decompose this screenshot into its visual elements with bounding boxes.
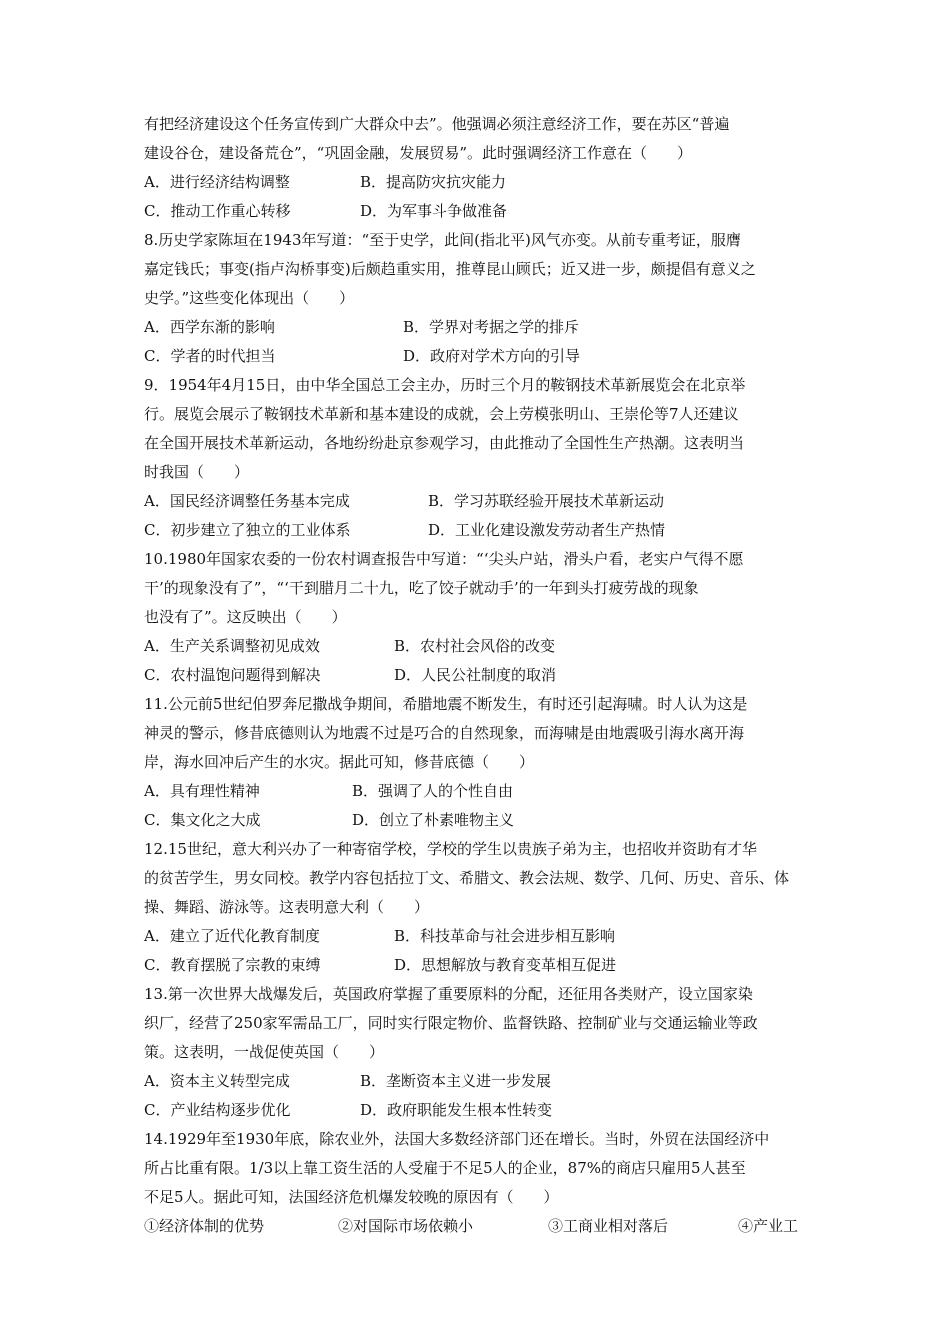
question-text-line: 岸，海水回冲后产生的水灾。据此可知，修昔底德（ ） [144,753,535,771]
option-d: D．人民公社制度的取消 [394,666,557,684]
question-text-line: 不足5人。据此可知，法国经济危机爆发较晚的原因有（ ） [144,1188,559,1206]
statement-4: ④产业工 [738,1217,799,1235]
option-c: C．产业结构逐步优化 [144,1101,291,1119]
option-c: C．教育摆脱了宗教的束缚 [144,956,321,974]
statement-1: ①经济体制的优势 [144,1217,265,1235]
question-text-line: 10.1980年国家农委的一份农村调查报告中写道：“‘尖头户站，滑头户看，老实户气得不愿 [144,550,744,568]
question-text-line: 操、舞蹈、游泳等。这表明意大利（ ） [144,898,430,916]
option-c: C．推动工作重心转移 [144,202,291,220]
option-a: A．具有理性精神 [144,782,260,800]
question-text-line: 12.15世纪，意大利兴办了一种寄宿学校，学校的学生以贵族子弟为主，也招收并资助有才华 [144,840,757,858]
option-b: B．垄断资本主义进一步发展 [360,1072,552,1090]
question-text-line: 也没有了”。这反映出（ ） [144,608,347,626]
option-a: A．建立了近代化教育制度 [144,927,320,945]
option-b: B．学习苏联经验开展技术革新运动 [428,492,665,510]
option-b: B．学界对考据之学的排斥 [403,318,580,336]
option-c: C．学者的时代担当 [144,347,276,365]
question-text-line: 有把经济建设这个任务宣传到广大群众中去”。他强调必须注意经济工作，要在苏区“普遍 [144,115,730,133]
option-d: D．政府职能发生根本性转变 [360,1101,553,1119]
question-text-line: 11.公元前5世纪伯罗奔尼撒战争期间，希腊地震不断发生，有时还引起海啸。时人认为这是 [144,695,748,713]
option-b: B．强调了人的个性自由 [352,782,514,800]
option-d: D．为军事斗争做准备 [360,202,508,220]
question-text-line: 时我国（ ） [144,463,250,481]
question-text-line: 在全国开展技术革新运动，各地纷纷赴京参观学习，由此推动了全国性生产热潮。这表明当 [144,434,745,452]
option-c: C．农村温饱问题得到解决 [144,666,321,684]
option-b: B．农村社会风俗的改变 [394,637,556,655]
question-text-line: 行。展览会展示了鞍钢技术革新和基本建设的成就，会上劳模张明山、王崇伦等7人还建议 [144,405,739,423]
option-c: C．集文化之大成 [144,811,261,829]
option-d: D．思想解放与教育变革相互促进 [394,956,617,974]
option-a: A．进行经济结构调整 [144,173,290,191]
question-text-line: 13.第一次世界大战爆发后，英国政府掌握了重要原料的分配，还征用各类财产，设立国家染 [144,985,753,1003]
option-b: B．提高防灾抗灾能力 [360,173,507,191]
option-a: A．西学东渐的影响 [144,318,275,336]
question-text-line: 14.1929年至1930年底，除农业外，法国大多数经济部门还在增长。当时，外贸在法国经济中 [144,1130,770,1148]
question-text-line: 建设谷仓，建设备荒仓”，“巩固金融，发展贸易”。此时强调经济工作意在（ ） [144,144,693,162]
option-b: B．科技革命与社会进步相互影响 [394,927,616,945]
option-d: D．政府对学术方向的引导 [403,347,581,365]
question-text-line: 所占比重有限。1/3以上靠工资生活的人受雇于不足5人的企业，87%的商店只雇用5人甚至 [144,1159,746,1177]
statement-2: ②对国际市场依赖小 [338,1217,474,1235]
option-d: D．工业化建设激发劳动者生产热情 [428,521,666,539]
question-text-line: 的贫苦学生，男女同校。教学内容包括拉丁文、希腊文、教会法规、数学、几何、历史、音乐、体 [144,869,790,887]
question-text-line: 史学。”这些变化体现出（ ） [144,289,355,307]
question-text-line: 策。这表明，一战促使英国（ ） [144,1043,385,1061]
option-a: A．国民经济调整任务基本完成 [144,492,350,510]
question-text-line: 嘉定钱氏；事变(指卢沟桥事变)后颇趋重实用，推尊昆山顾氏；近又进一步，颇提倡有意义之 [144,260,756,278]
question-text-line: 干’的现象没有了”，“‘干到腊月二十九，吃了饺子就动手’的一年到头打疲劳战的现象 [144,579,699,597]
question-text-line: 神灵的警示，修昔底德则认为地震不过是巧合的自然现象，而海啸是由地震吸引海水离开海 [144,724,745,742]
question-text-line: 9．1954年4月15日，由中华全国总工会主办，历时三个月的鞍钢技术革新展览会在北京举 [144,376,746,394]
question-text-line: 织厂，经营了250家军需品工厂，同时实行限定物价、监督铁路、控制矿业与交通运输业等政 [144,1014,758,1032]
option-c: C．初步建立了独立的工业体系 [144,521,351,539]
option-d: D．创立了朴素唯物主义 [352,811,515,829]
question-text-line: 8.历史学家陈垣在1943年写道：“至于史学，此间(指北平)风气亦变。从前专重考证，服膺 [144,231,741,249]
option-a: A．资本主义转型完成 [144,1072,290,1090]
statement-3: ③工商业相对落后 [548,1217,669,1235]
option-a: A．生产关系调整初见成效 [144,637,320,655]
